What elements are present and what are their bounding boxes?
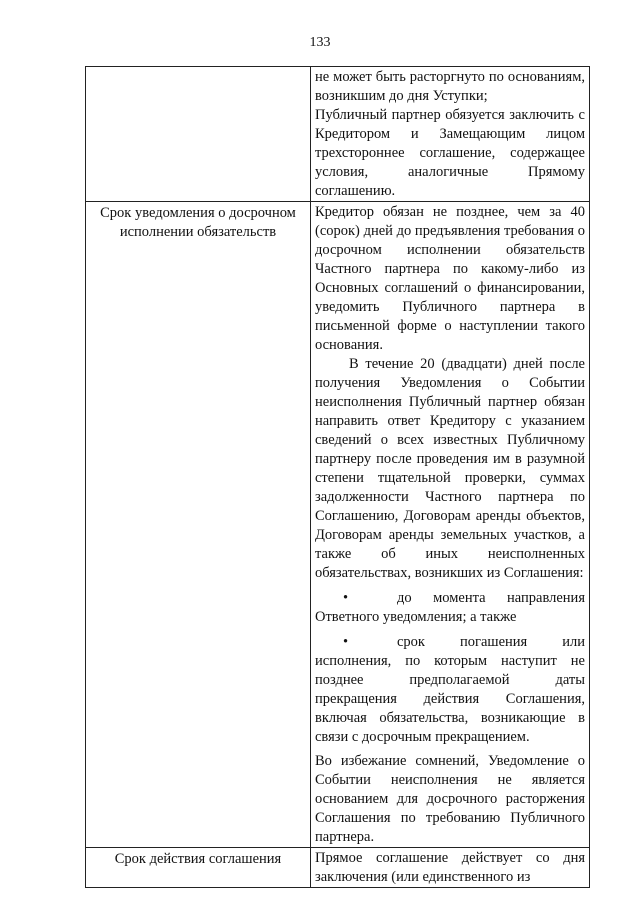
table-row: [86, 67, 590, 202]
paragraph: не может быть расторгнуто по основаниям, возникшим до дня Уступки;: [315, 69, 585, 104]
bullet-item: [315, 633, 585, 747]
bullet-item: [315, 589, 585, 627]
term-content-cell: [311, 848, 590, 888]
table-row: [86, 848, 590, 888]
term-content-cell: [311, 67, 590, 202]
paragraph: Кредитор обязан не позднее, чем за 40 (сорок) дней до предъявления требования о досрочном исполнении обязательств Частного партнера по какому-либо из Основных соглашений о финансировании, уведомить Публичного партнера в письменной форме о наступлении такого основания.: [315, 204, 585, 353]
bullet-icon: •: [343, 634, 349, 650]
table-row: [86, 202, 590, 848]
bullet-text: срок погашения или исполнения, по которым наступит не позднее предполагаемой даты прекращения действия Соглашения, включая обязательства, возникающие в связи с досрочным прекращением.: [315, 634, 585, 745]
bullet-icon: •: [343, 590, 349, 606]
terms-table: [85, 66, 590, 888]
paragraph: Во избежание сомнений, Уведомление о Событии неисполнения не является основанием для досрочного расторжения Соглашения по требованию Публичного партнера.: [315, 753, 585, 845]
term-label: [86, 67, 310, 69]
term-label: Срок действия соглашения: [114, 851, 282, 867]
paragraph: Прямое соглашение действует со дня заключения (или единственного из: [315, 850, 585, 885]
term-label-cell: [86, 202, 311, 848]
term-label-cell: [86, 848, 311, 888]
paragraph: В течение 20 (двадцати) дней после получения Уведомления о Событии неисполнения Публичный партнер обязан направить ответ Кредитору с указанием сведений о всех известных Публичному партнеру после проведения им в разумной степени тщательной проверки, суммах задолженности Частного партнера по Соглашению, Договорам аренды объектов, Договорам аренды земельных участков, а также об иных неисполненных обязательствах, возникших из Соглашения:: [315, 356, 585, 581]
paragraph: Публичный партнер обязуется заключить с Кредитором и Замещающим лицом трехстороннее соглашение, содержащее условия, аналогичные Прямому соглашению.: [315, 107, 585, 199]
term-label-cell: [86, 67, 311, 202]
page-number: 133: [309, 35, 331, 50]
bullet-text: до момента направления Ответного уведомления; а также: [315, 590, 585, 625]
term-content-cell: [311, 202, 590, 848]
term-label: Срок уведомления о досрочном исполнении обязательств: [100, 205, 296, 240]
